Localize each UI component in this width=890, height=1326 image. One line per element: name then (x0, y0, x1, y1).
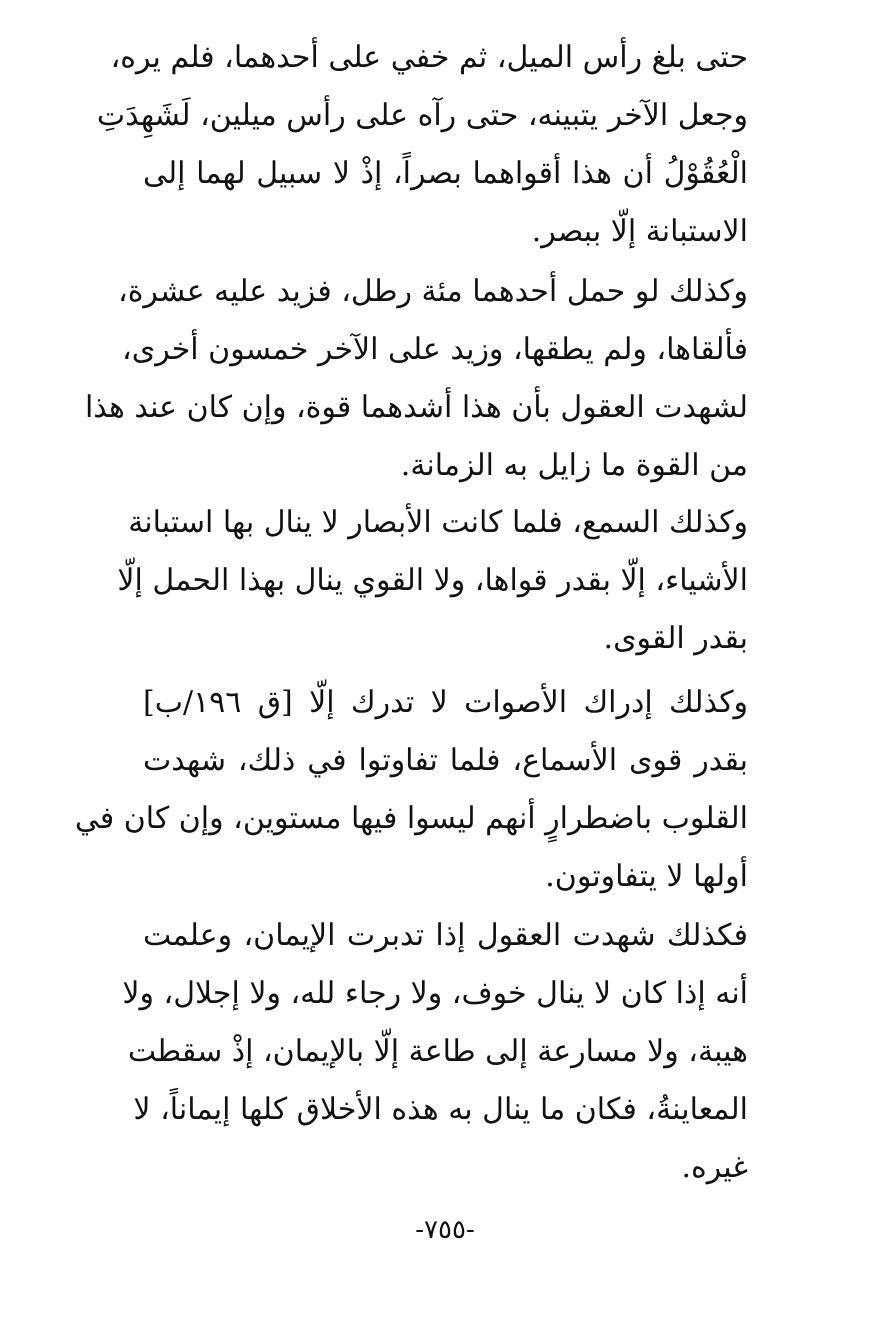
text-line: وكذلك السمع، فلما كانت الأبصار لا ينال بها استبانة (128, 505, 748, 540)
text-line: وجعل الآخر يتبينه، حتى رآه على رأس ميلين، لَشَهِدَتِ (96, 98, 748, 133)
text-line: المعاينةُ، فكان ما ينال به هذه الأخلاق كلها إيماناً، لا (133, 1092, 748, 1127)
text-line: وكذلك إدراك الأصوات لا تدرك إلّا [ق ١٩٦/ب] (143, 685, 748, 720)
text-line: وكذلك لو حمل أحدهما مئة رطل، فزيد عليه عشرة، (118, 274, 748, 309)
text-line: غيره. (681, 1150, 748, 1185)
text-line: الأشياء، إلّا بقدر قواها، ولا القوي ينال بهذا الحمل إلّا (117, 563, 748, 598)
text-line: هيبة، ولا مسارعة إلى طاعة إلّا بالإيمان، إذْ سقطت (127, 1034, 748, 1069)
text-line: الْعُقُوْلُ أن هذا أقواهما بصراً، إذْ لا سبيل لهما إلى (143, 156, 748, 191)
text-line: حتى بلغ رأس الميل، ثم خفي على أحدهما، فلم يره، (110, 40, 748, 75)
text-line: أنه إذا كان لا ينال خوف، ولا رجاء لله، ولا إجلال، ولا (122, 976, 748, 1011)
text-line: فألقاها، ولم يطقها، وزيد على الآخر خمسون أخرى، (122, 332, 748, 367)
text-line: من القوة ما زايل به الزمانة. (400, 448, 748, 483)
text-line: القلوب باضطرارٍ أنهم ليسوا فيها مستوين، وإن كان في (74, 801, 748, 836)
text-line: الاستبانة إلّا ببصر. (531, 214, 748, 249)
text-line: بقدر قوى الأسماع، فلما تفاوتوا في ذلك، شهدت (143, 743, 748, 778)
text-line: لشهدت العقول بأن هذا أشدهما قوة، وإن كان عند هذا (84, 390, 748, 425)
page-number: -٧٥٥- (415, 1215, 475, 1245)
text-line: فكذلك شهدت العقول إذا تدبرت الإيمان، وعلمت (143, 918, 748, 953)
text-line: أولها لا يتفاوتون. (545, 859, 748, 894)
text-line: بقدر القوى. (603, 621, 748, 656)
